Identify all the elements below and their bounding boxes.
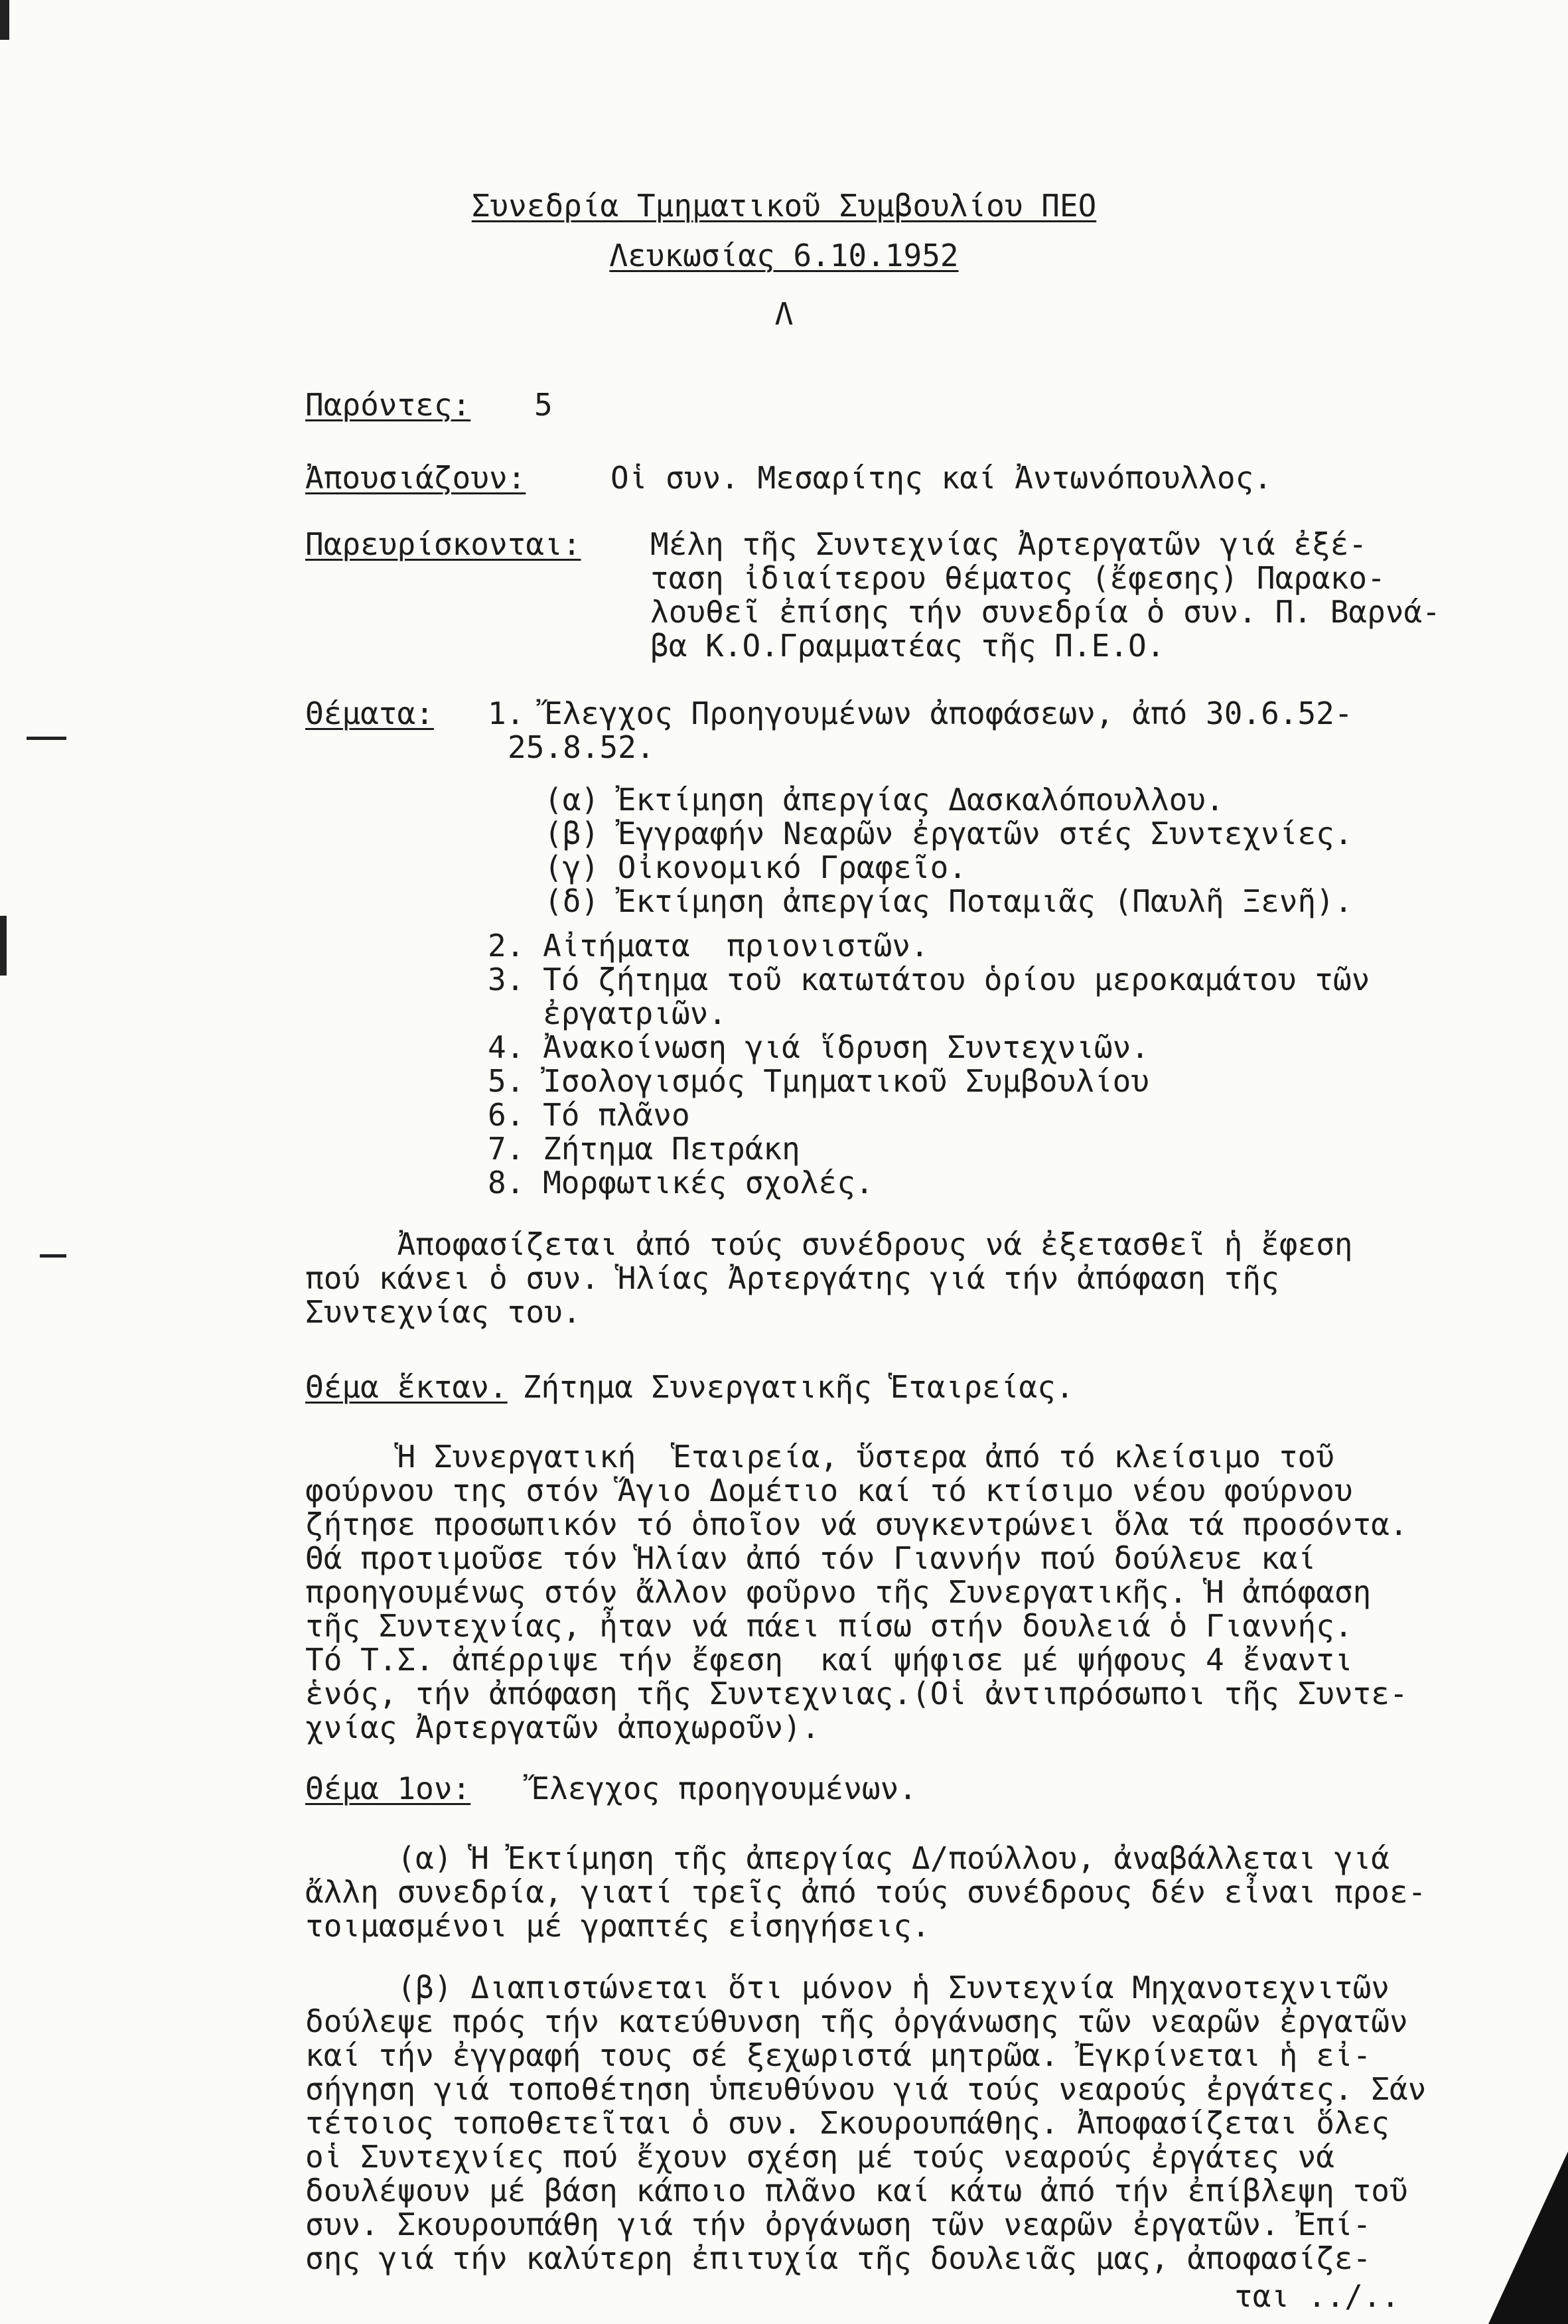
absent-value: Οἱ συν. Μεσαρίτης καί Ἀντωνόπουλλος.: [610, 460, 1272, 496]
topic-heading-title: Ζήτημα Συνεργατικῆς Ἑταιρείας.: [504, 1369, 1074, 1405]
topic-paragraph-line: τέτοιος τοποθετεῖται ὁ συν. Σκουρουπάθης. Ἀποφασίζεται ὅλες: [305, 2105, 1390, 2141]
agenda-item-1: Ἔλεγχος Προηγουμένων ἀποφάσεων, ἀπό 30.6.52-: [544, 695, 1353, 731]
topic-paragraph-line: Θά προτιμοῦσε τόν Ἡλίαν ἀπό τόν Γιαννήν πού δούλευε καί: [305, 1540, 1317, 1576]
topic-heading-title: Ἔλεγχος προηγουμένων.: [494, 1771, 917, 1806]
topic-paragraph-line: οἱ Συντεχνίες πού ἔχουν σχέση μέ τούς νεαρούς ἐργάτες νά: [305, 2139, 1334, 2175]
also-present-line: λουθεῖ ἐπίσης τήν συνεδρία ὁ συν. Π. Βαρνά-: [650, 594, 1441, 630]
topic-paragraph-line: δουλέψουν μέ βάση κάποιο πλᾶνο καί κάτω ἀπό τήν ἐπίβλεψη τοῦ: [305, 2173, 1408, 2209]
page-marker: Λ: [774, 296, 794, 332]
absent-label: Ἀπουσιάζουν:: [305, 460, 526, 496]
agenda-item: 5. Ἰσολογισμός Τμηματικοῦ Συμβουλίου: [488, 1063, 1149, 1099]
present-value: 5: [534, 387, 553, 423]
decision-paragraph-line: Ἀποφασίζεται ἀπό τούς συνέδρους νά ἐξετασθεῖ ἡ ἔφεση: [305, 1226, 1353, 1262]
decision-paragraph-line: πού κάνει ὁ συν. Ἡλίας Ἀρτεργάτης γιά τήν ἀπόφαση τῆς: [305, 1260, 1279, 1296]
agenda-item: 8. Μορφωτικές σχολές.: [488, 1165, 874, 1200]
scan-mark: [40, 1254, 66, 1258]
topic-heading-label: Θέμα 1ον:: [305, 1771, 471, 1806]
agenda-subitem: (γ) Οἰκονομικό Γραφεῖο.: [544, 849, 967, 885]
decision-paragraph-line: Συντεχνίας του.: [305, 1294, 581, 1330]
topic-heading-label: Θέμα ἕκταν.: [305, 1369, 508, 1405]
topic-paragraph-line: ἑνός, τήν ἀπόφαση τῆς Συντεχνιας.(Οἱ ἀντιπρόσωποι τῆς Συντε-: [305, 1676, 1408, 1711]
agenda-item: 2. Αἰτήματα πριονιστῶν.: [488, 928, 929, 964]
also-present-line: βα Κ.Ο.Γραμματέας τῆς Π.Ε.Ο.: [650, 628, 1165, 664]
topic-paragraph-line: σήγηση γιά τοποθέτηση ὑπευθύνου γιά τούς νεαρούς ἐργάτες. Σάν: [305, 2071, 1427, 2107]
topic-paragraph-line: συν. Σκουρουπάθη γιά τήν ὀργάνωση τῶν νεαρῶν ἐργατῶν. Ἐπί-: [305, 2207, 1372, 2242]
scan-mark: [0, 916, 7, 976]
topic-paragraph-line: χνίας Ἀρτεργατῶν ἀποχωροῦν).: [305, 1709, 820, 1745]
page-corner-shadow: [1488, 2151, 1568, 2324]
topic-paragraph-line: ζήτησε προσωπικόν τό ὁποῖον νά συγκεντρώνει ὅλα τά προσόντα.: [305, 1506, 1408, 1542]
agenda-item: 4. Ἀνακοίνωση γιά ἵδρυση Συντεχνιῶν.: [488, 1029, 1149, 1065]
agenda-subitem: (δ) Ἐκτίμηση ἀπεργίας Ποταμιᾶς (Παυλῆ Ξενῆ).: [544, 883, 1353, 919]
agenda-item: 6. Τό πλᾶνο: [488, 1097, 690, 1133]
present-label: Παρόντες:: [305, 387, 471, 423]
agenda-subitem: (β) Ἐγγραφήν Νεαρῶν ἐργατῶν στές Συντεχνίες.: [544, 816, 1353, 851]
topic-paragraph-line: σης γιά τήν καλύτερη ἐπιτυχία τῆς δουλειᾶς μας, ἀποφασίζε-: [305, 2240, 1372, 2276]
agenda-item: 7. Ζήτημα Πετράκη: [488, 1131, 800, 1167]
document-subtitle: Λευκωσίας 6.10.1952: [609, 238, 959, 273]
agenda-label: Θέματα:: [305, 695, 434, 731]
topic-paragraph-line: Ἡ Συνεργατική Ἑταιρεία, ὕστερα ἀπό τό κλείσιμο τοῦ: [305, 1439, 1334, 1475]
agenda-subitem: (α) Ἐκτίμηση ἀπεργίας Δασκαλόπουλλου.: [544, 782, 1224, 818]
topic-paragraph-line: Τό Τ.Σ. ἀπέρριψε τήν ἔφεση καί ψήφισε μέ ψήφους 4 ἔναντι: [305, 1642, 1353, 1678]
agenda-item-1-cont: 25.8.52.: [508, 729, 655, 765]
topic-paragraph-line: τοιμασμένοι μέ γραπτές εἰσηγήσεις.: [305, 1908, 930, 1944]
agenda-item: 3. Τό ζήτημα τοῦ κατωτάτου ὁρίου μεροκαμάτου τῶν: [488, 962, 1370, 997]
topic-paragraph-line: ἄλλη συνεδρία, γιατί τρεῖς ἀπό τούς συνέδρους δέν εἶναι προε-: [305, 1874, 1427, 1910]
agenda-item-number: 1.: [488, 695, 525, 731]
agenda-item: ἐργατριῶν.: [488, 995, 727, 1031]
topic-paragraph-line: τῆς Συντεχνίας, ἦταν νά πάει πίσω στήν δουλειά ὁ Γιαννής.: [305, 1608, 1353, 1644]
scan-mark: [27, 737, 66, 740]
topic-paragraph-line: φούρνου της στόν Ἅγιο Δομέτιο καί τό κτίσιμο νέου φούρνου: [305, 1473, 1353, 1508]
page-continuation: ται ../..: [1234, 2278, 1400, 2314]
also-present-line: ταση ἰδιαίτερου θέματος (ἔφεσης) Παρακο-: [650, 560, 1386, 596]
also-present-line: Μέλη τῆς Συντεχνίας Ἀρτεργατῶν γιά ἐξέ-: [650, 526, 1368, 562]
also-present-label: Παρευρίσκονται:: [305, 526, 581, 562]
scan-mark: [0, 0, 9, 40]
topic-paragraph-line: προηγουμένως στόν ἄλλον φοῦρνο τῆς Συνεργατικῆς. Ἡ ἀπόφαση: [305, 1574, 1372, 1610]
topic-paragraph-line: (α) Ἡ Ἐκτίμηση τῆς ἀπεργίας Δ/πούλλου, ἀναβάλλεται γιά: [305, 1840, 1390, 1876]
document-title: Συνεδρία Τμηματικοῦ Συμβουλίου ΠΕΟ: [471, 188, 1097, 224]
topic-paragraph-line: καί τήν ἐγγραφή τους σέ ξεχωριστά μητρῶα. Ἐγκρίνεται ἡ εἰ-: [305, 2037, 1372, 2073]
topic-paragraph-line: (β) Διαπιστώνεται ὅτι μόνον ἡ Συντεχνία Μηχανοτεχνιτῶν: [305, 1970, 1390, 2005]
topic-paragraph-line: δούλεψε πρός τήν κατεύθυνση τῆς ὀργάνωσης τῶν νεαρῶν ἐργατῶν: [305, 2003, 1408, 2039]
